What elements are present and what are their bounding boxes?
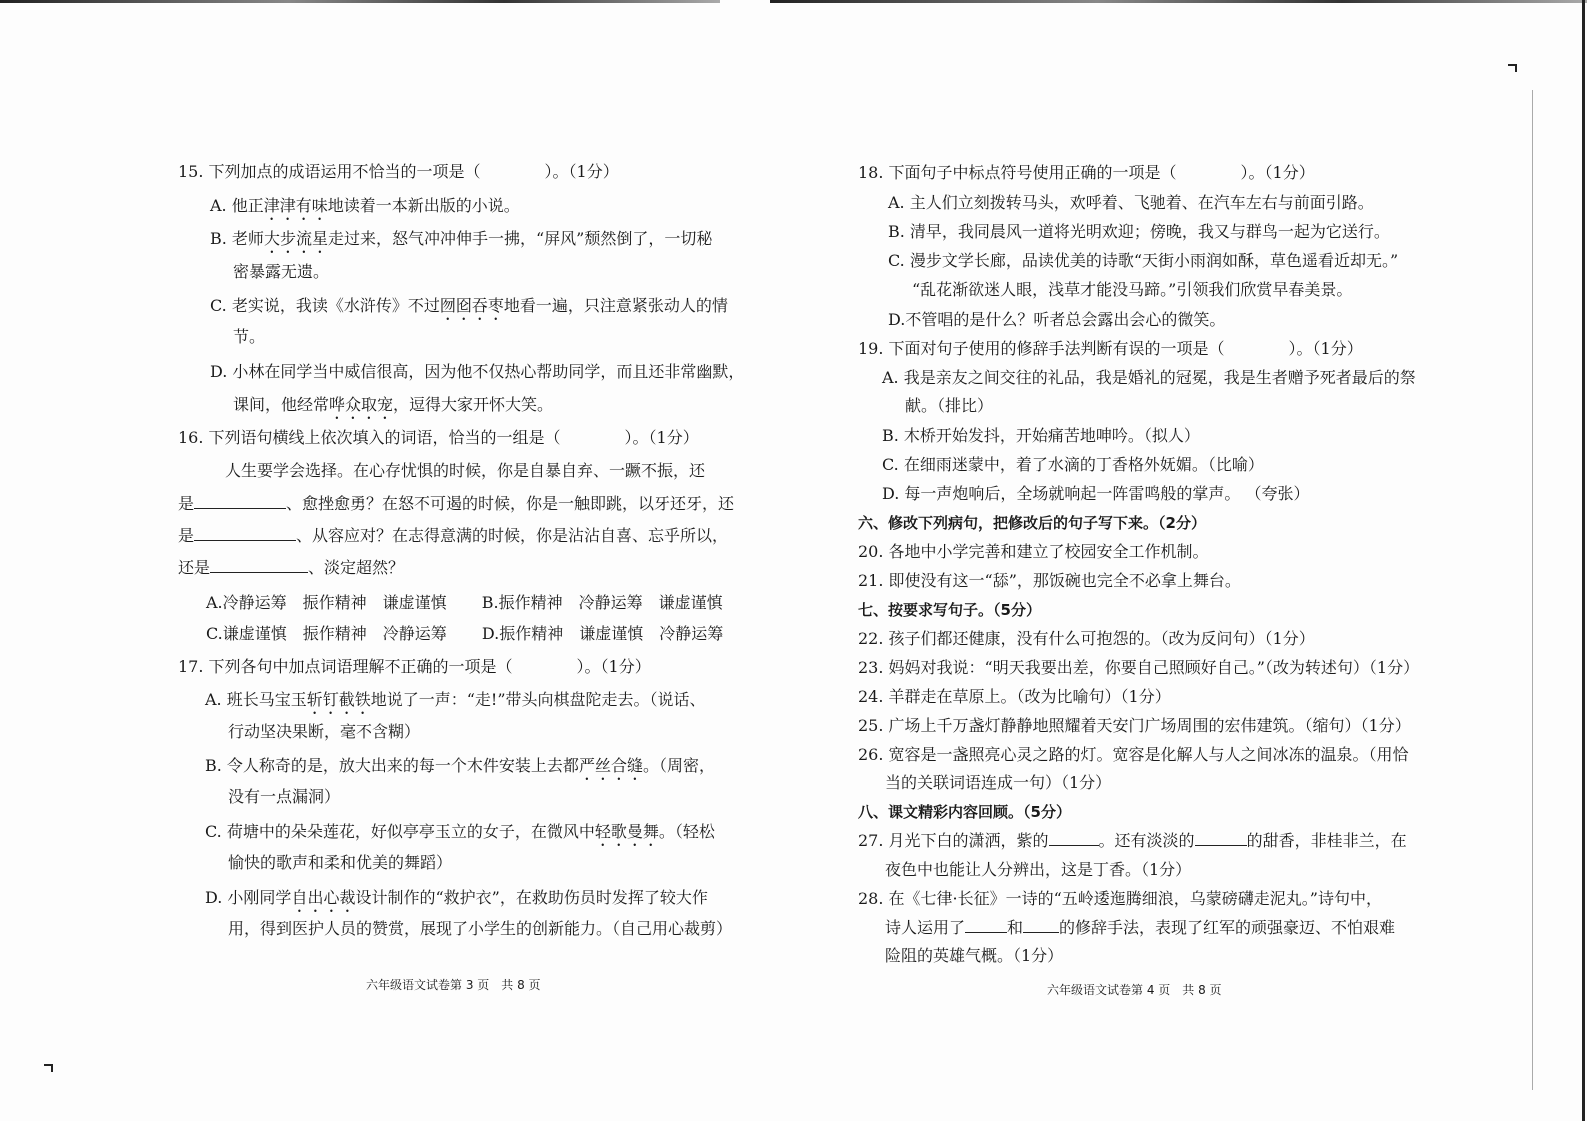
- q16-blank-2[interactable]: [194, 526, 296, 541]
- q17-option-c: C. 荷塘中的朵朵莲花，好似亭亭玉立的女子，在微风中轻歌曼舞。（轻松: [205, 822, 715, 841]
- q17-option-c-cont: 愉快的歌声和柔和优美的舞蹈）: [228, 853, 453, 872]
- q18-option-d: D.不管唱的是什么？听者总会露出会心的微笑。: [888, 310, 1226, 329]
- q28: 28. 在《七律·长征》一诗的“五岭逶迤腾细浪，乌蒙磅礴走泥丸。”诗句中，: [858, 889, 1382, 908]
- q15-option-b-cont: 密暴露无遗。: [233, 262, 330, 281]
- q27: 27. 月光下白的潇洒，紫的 。还有淡淡的 的甜香，非桂非兰，在: [858, 831, 1407, 850]
- page-footer-4: 六年级语文试卷第 4 页 共 8 页: [1047, 983, 1222, 997]
- q17-stem: 17. 下列各句中加点词语理解不正确的一项是（ ）。（1分）: [178, 657, 651, 676]
- q19-option-c: C. 在细雨迷蒙中，着了水滴的丁香格外妩媚。（比喻）: [882, 455, 1264, 474]
- crop-mark-bottom-left: [44, 1064, 53, 1072]
- q16-passage-3: 是 、从容应对？在志得意满的时候，你是沾沾自喜、忘乎所以，: [178, 526, 729, 545]
- q24: 24. 羊群走在草原上。（改为比喻句）（1分）: [858, 687, 1171, 706]
- scan-edge-right: [1582, 0, 1585, 1121]
- q28-blank-1[interactable]: [965, 918, 1007, 933]
- section-8-heading: 八、课文精彩内容回顾。（5分）: [858, 803, 1071, 821]
- q16-passage-2: 是 、愈挫愈勇？在怒不可遏的时候，你是一触即跳，以牙还牙，还: [178, 494, 735, 513]
- q19-option-a-cont: 献。（排比）: [905, 396, 994, 415]
- q15-option-c: C. 老实说，我读《水浒传》不过囫囵吞枣地看一遍，只注意紧张动人的情: [210, 296, 728, 315]
- q15-option-c-cont: 节。: [233, 327, 266, 346]
- fold-line: [1532, 90, 1533, 1090]
- scan-edge-top-left: [0, 0, 720, 3]
- q17-option-a-cont: 行动坚决果断，毫不含糊）: [228, 722, 421, 741]
- q18-option-c-cont: “乱花渐欲迷人眼，浅草才能没马蹄。”引领我们欣赏早春美景。: [912, 280, 1353, 299]
- q16-options-row-1: A.冷静运筹 振作精神 谦虚谨慎 B.振作精神 冷静运筹 谦虚谨慎: [206, 593, 723, 612]
- q28-cont: 诗人运用了 和 的修辞手法，表现了红军的顽强豪迈、不怕艰难: [885, 918, 1396, 937]
- q21: 21. 即使没有这一“舔”，那饭碗也完全不必拿上舞台。: [858, 571, 1241, 590]
- q18-option-c: C. 漫步文学长廊，品读优美的诗歌“天街小雨润如酥，草色遥看近却无。”: [888, 251, 1399, 270]
- crop-mark-top-right: [1508, 64, 1517, 72]
- q16-blank-3[interactable]: [210, 558, 308, 573]
- q26: 26. 宽容是一盏照亮心灵之路的灯。宽容是化解人与人之间冰冻的温泉。（用恰: [858, 745, 1409, 764]
- q15-option-a: A. 他正津津有味地读着一本新出版的小说。: [210, 196, 520, 215]
- section-7-heading: 七、按要求写句子。（5分）: [858, 601, 1041, 619]
- q27-blank-1[interactable]: [1049, 831, 1099, 846]
- q17-option-d-cont: 用，得到医护人员的赞赏，展现了小学生的创新能力。（自己用心裁剪）: [228, 919, 733, 938]
- q18-option-a: A. 主人们立刻拨转马头，欢呼着、飞驰着、在汽车左右与前面引路。: [888, 193, 1374, 212]
- q15-option-d-cont: 课间，他经常哗众取宠，逗得大家开怀大笑。: [233, 395, 554, 414]
- q25: 25. 广场上千万盏灯静静地照耀着天安门广场周围的宏伟建筑。（缩句）（1分）: [858, 716, 1411, 735]
- q26-cont: 当的关联词语连成一句）（1分）: [885, 773, 1112, 792]
- q18-stem: 18. 下面句子中标点符号使用正确的一项是（ ）。（1分）: [858, 163, 1315, 182]
- q15-option-d: D. 小林在同学当中威信很高，因为他不仅热心帮助同学，而且还非常幽默，: [210, 362, 745, 381]
- q17-option-b: B. 令人称奇的是，放大出来的每一个木件安装上去都严丝合缝。（周密，: [205, 756, 715, 775]
- q15-stem: 15. 下列加点的成语运用不恰当的一项是（ ）。（1分）: [178, 162, 619, 181]
- q16-stem: 16. 下列语句横线上依次填入的词语，恰当的一组是（ ）。（1分）: [178, 428, 699, 447]
- page-footer-3: 六年级语文试卷第 3 页 共 8 页: [366, 978, 541, 992]
- scan-edge-top-right: [770, 0, 1587, 3]
- q27-blank-2[interactable]: [1195, 831, 1247, 846]
- q17-option-d: D. 小刚同学自出心裁设计制作的“救护衣”，在救助伤员时发挥了较大作: [205, 888, 708, 907]
- q15-option-b: B. 老师大步流星走过来，怒气冲冲伸手一拂，“屏风”颓然倒了，一切秘: [210, 229, 713, 248]
- q16-passage-4: 还是 、淡定超然？: [178, 558, 405, 577]
- q17-option-a: A. 班长马宝玉斩钉截铁地说了一声：“走!”带头向棋盘陀走去。（说话、: [205, 690, 706, 709]
- q19-option-b: B. 木桥开始发抖，开始痛苦地呻吟。（拟人）: [882, 426, 1200, 445]
- q22: 22. 孩子们都还健康，没有什么可抱怨的。（改为反问句）（1分）: [858, 629, 1315, 648]
- q28-cont-2: 险阻的英雄气概。（1分）: [885, 946, 1064, 965]
- section-6-heading: 六、修改下列病句，把修改后的句子写下来。（2分）: [858, 514, 1206, 532]
- q19-stem: 19. 下面对句子使用的修辞手法判断有误的一项是（ ）。（1分）: [858, 339, 1363, 358]
- q16-blank-1[interactable]: [194, 494, 286, 509]
- q28-blank-2[interactable]: [1023, 918, 1059, 933]
- q19-option-d: D. 每一声炮响后，全场就响起一阵雷鸣般的掌声。 （夸张）: [882, 484, 1310, 503]
- q16-options-row-2: C.谦虚谨慎 振作精神 冷静运筹 D.振作精神 谦虚谨慎 冷静运筹: [206, 624, 724, 643]
- q16-passage-1: 人生要学会选择。在心存忧惧的时候，你是自暴自弃、一蹶不振，还: [225, 461, 706, 480]
- q19-option-a: A. 我是亲友之间交往的礼品，我是婚礼的冠冕，我是生者赠予死者最后的祭: [882, 368, 1416, 387]
- q23: 23. 妈妈对我说：“明天我要出差，你要自己照顾好自己。”（改为转述句）（1分）: [858, 658, 1420, 677]
- q20: 20. 各地中小学完善和建立了校园安全工作机制。: [858, 542, 1209, 561]
- q18-option-b: B. 清早，我同晨风一道将光明欢迎；傍晚，我又与群鸟一起为它送行。: [888, 222, 1390, 241]
- q17-option-b-cont: 没有一点漏洞）: [228, 787, 341, 806]
- q27-cont: 夜色中也能让人分辨出，这是丁香。（1分）: [885, 860, 1192, 879]
